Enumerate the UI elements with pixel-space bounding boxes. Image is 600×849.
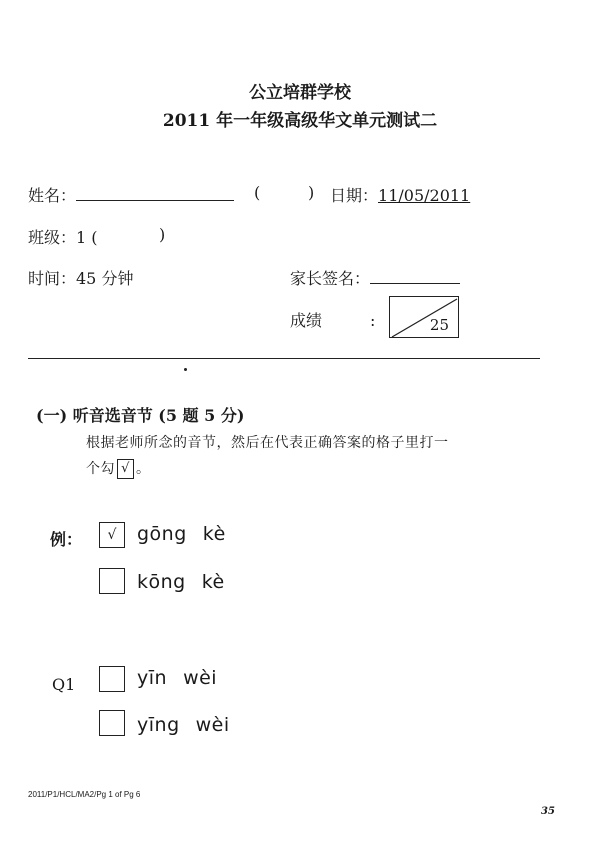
score-box (389, 296, 459, 338)
syllable: kōng (137, 571, 186, 593)
example-option-2-pinyin (137, 571, 225, 593)
instruction-line-2 (86, 458, 151, 479)
q1-option-1-checkbox[interactable] (99, 666, 125, 692)
example-option-1-checkbox[interactable]: √ (99, 522, 125, 548)
date-value: 11/05/2011 (378, 186, 471, 205)
section-heading: (一) 听音选音节 (5 题 5 分) (36, 406, 245, 425)
date-label: 日期： (330, 186, 379, 205)
syllable: wèi (195, 714, 230, 736)
example-label: 例： (50, 530, 83, 549)
test-title: 2011 年一年级高级华文单元测试二 (162, 111, 438, 131)
example-option-2-checkbox[interactable] (99, 568, 125, 594)
q1-option-1-pinyin (137, 667, 217, 689)
syllable: yīng (137, 714, 180, 736)
page-mark: 35 (541, 806, 555, 817)
footer-reference: 2011/P1/HCL/MA2/Pg 1 of Pg 6 (28, 790, 141, 799)
date-row (330, 183, 470, 206)
instruction-text-post: 。 (136, 461, 151, 477)
school-name: 公立培群学校 (249, 83, 351, 103)
q1-option-2-checkbox[interactable] (99, 710, 125, 736)
score-colon: : (370, 311, 376, 330)
class-paren-close: ) (159, 225, 166, 244)
q1-option-2-pinyin (137, 714, 230, 736)
syllable: gōng (137, 523, 187, 545)
time-label: 时间：45 分钟 (28, 269, 134, 288)
name-paren-open: ( (254, 183, 261, 202)
instruction-line-1: 根据老师所念的音节，然后在代表正确答案的格子里打一 (86, 435, 449, 451)
example-option-1-pinyin (137, 523, 226, 545)
score-diagonal-line (390, 297, 460, 339)
stray-mark (184, 368, 187, 371)
class-label: 班级：1 ( (28, 228, 98, 247)
score-label: 成绩 (290, 311, 323, 330)
instruction-text-pre: 个勾 (86, 461, 115, 477)
score-total: 25 (429, 316, 449, 334)
name-field-row (28, 183, 234, 206)
name-paren-close: ) (308, 183, 315, 202)
name-blank[interactable] (76, 184, 234, 201)
question-1-label: Q1 (52, 675, 76, 694)
name-label: 姓名： (28, 186, 77, 205)
divider-line (28, 358, 540, 359)
syllable: kè (201, 571, 225, 593)
syllable: kè (202, 523, 226, 545)
parent-sign-blank[interactable] (370, 267, 460, 284)
instruction-tick-box: √ (117, 459, 134, 479)
syllable: yīn (137, 667, 168, 689)
syllable: wèi (183, 667, 218, 689)
parent-sign-label: 家长签名： (290, 269, 371, 288)
parent-sign-row (290, 266, 460, 289)
